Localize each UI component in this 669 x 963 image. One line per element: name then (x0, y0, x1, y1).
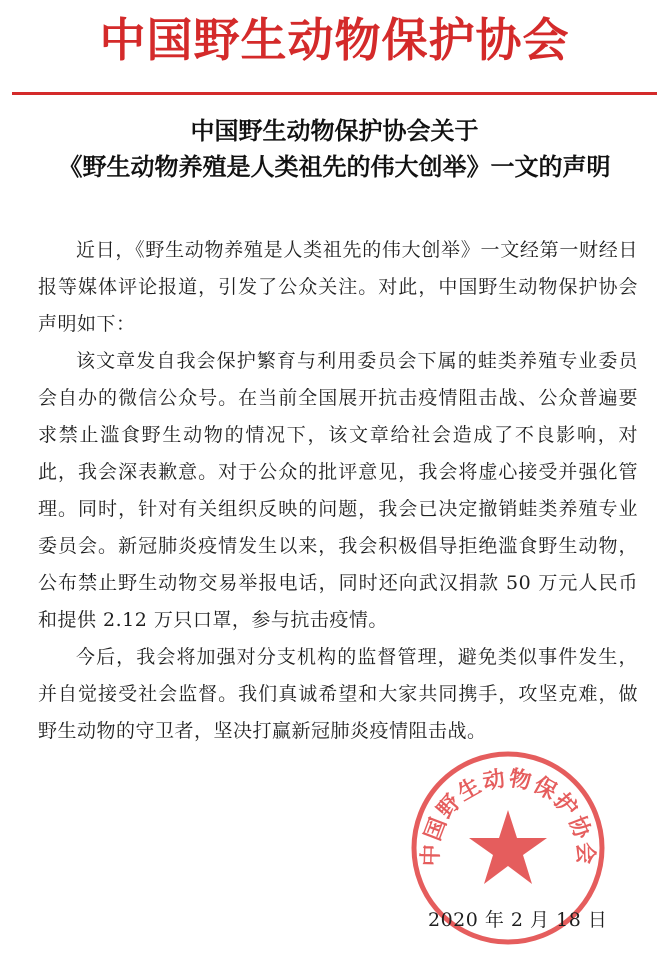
statement-paragraph-3: 今后，我会将加强对分支机构的监督管理，避免类似事件发生，并自觉接受社会监督。我们真诚希望和大家共同携手，攻坚克难，做野生动物的守卫者，坚决打赢新冠肺炎疫情阻击战。 (38, 646, 638, 742)
letterhead-title: 中国野生动物保护协会 (99, 13, 570, 67)
document-title-line-2: 《野生动物养殖是人类祖先的伟大创举》一文的声明 (58, 153, 611, 181)
statement-paragraph-1: 近日，《野生动物养殖是人类祖先的伟大创举》一文经第一财经日报等媒体评论报道，引发了公众关注。对此，中国野生动物保护协会声明如下： (38, 239, 638, 335)
statement-paragraph-2: 该文章发自我会保护繁育与利用委员会下属的蛙类养殖专业委员会自办的微信公众号。在当前全国展开抗击疫情阻击战、公众普遍要求禁止滥食野生动物的情况下，该文章给社会造成了不良影响，对此，我会深表歉意。对于公众的批评意见，我会将虚心接受并强化管理。同时，针对有关组织反映的问题，我会已决定撤销蛙类养殖专业委员会。新冠肺炎疫情发生以来，我会积极倡导拒绝滥食野生动物，公布禁止野生动物交易举报电话，同时还向武汉捐款 50 万元人民币和提供 2.12 万只口罩，参与抗击疫情。 (38, 350, 638, 631)
letterhead-divider (12, 92, 657, 95)
statement-body (38, 232, 638, 750)
statement-date: 2020 年 2 月 18 日 (428, 909, 608, 931)
document-title-line-1: 中国野生动物保护协会关于 (190, 117, 479, 145)
seal-text: 中国野生动物保护协会 (418, 766, 598, 867)
